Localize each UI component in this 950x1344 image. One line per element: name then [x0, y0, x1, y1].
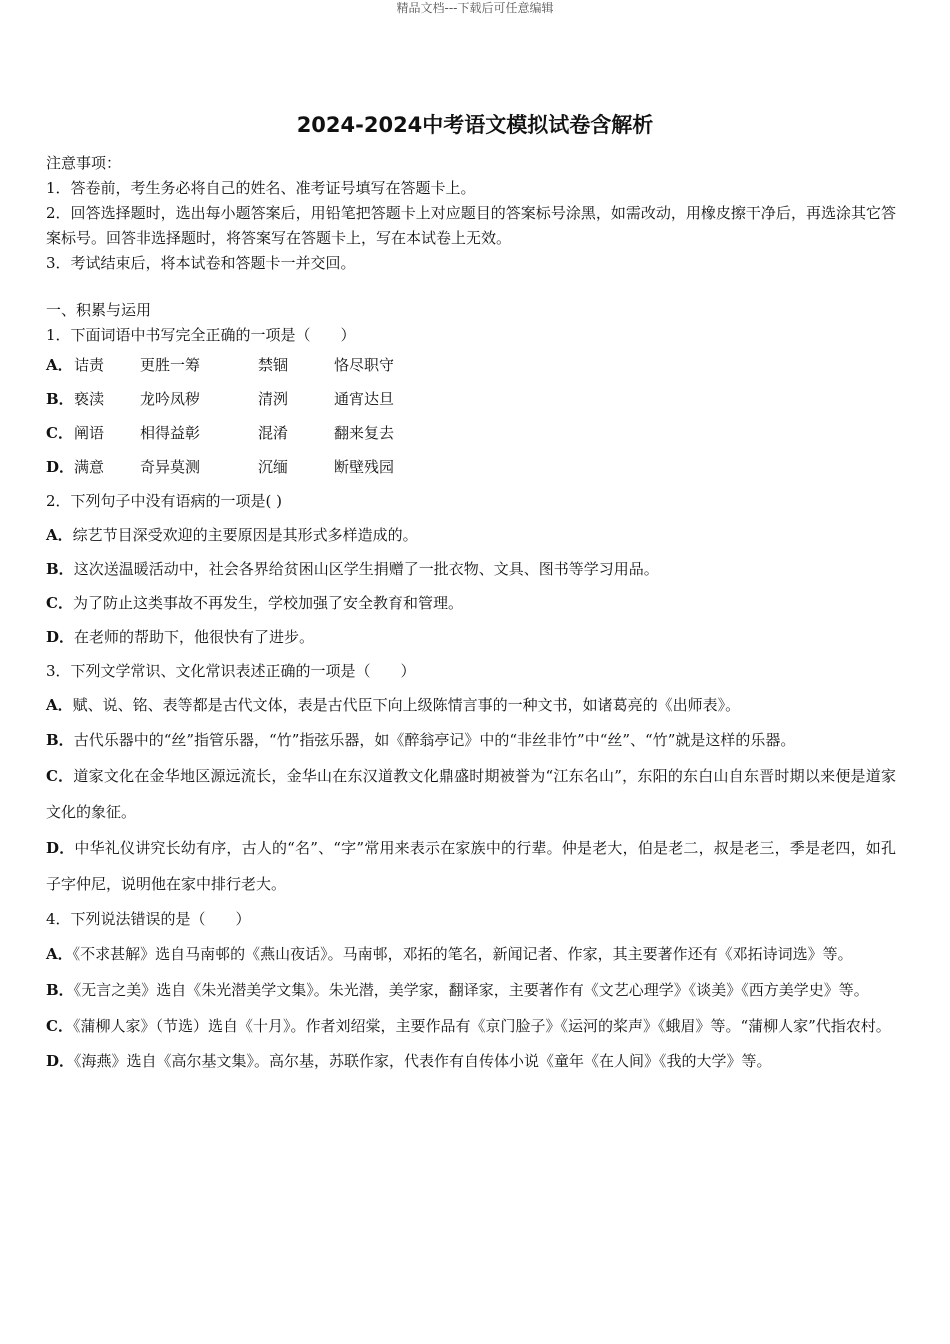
option-text: 中华礼仪讲究长幼有序，古人的“名”、“字”常用来表示在家族中的行辈。仲是老大，伯是老二，叔是老三，季是老四，如孔子字仲尼，说明他在家中排行老大。	[46, 839, 896, 893]
option-letter: B．	[46, 981, 74, 999]
option-text: 在老师的帮助下，他很快有了进步。	[74, 628, 315, 646]
notice-block	[46, 151, 896, 276]
option-text: 综艺节目深受欢迎的主要原因是其形式多样造成的。	[72, 526, 418, 544]
notice-item-3: 3．考试结束后，将本试卷和答题卡一并交回。	[46, 254, 356, 272]
question-2-option-c	[46, 586, 896, 620]
option-text: 道家文化在金华地区源远流长，金华山在东汉道教文化鼎盛时期被誉为“江东名山”，东阳的东白山自东晋时期以来便是道家文化的象征。	[46, 767, 896, 821]
option-letter: A．	[46, 945, 73, 963]
option-word: 沉缅	[258, 458, 289, 476]
option-letter: A．	[46, 356, 73, 374]
question-4-option-c	[46, 1008, 896, 1044]
question-3-stem: 3．下列文学常识、文化常识表述正确的一项是（ ）	[46, 662, 416, 680]
option-letter: C．	[46, 767, 74, 785]
option-word: 禁锢	[258, 356, 289, 374]
option-letter: D．	[46, 1052, 75, 1070]
header-watermark: 精品文档---下载后可任意编辑	[396, 1, 554, 15]
option-word: 相得益彰	[140, 424, 201, 442]
option-letter: B．	[46, 731, 74, 749]
option-letter: D．	[46, 628, 75, 646]
question-4-option-a	[46, 936, 896, 972]
question-1-option-d	[46, 450, 896, 484]
option-letter: B．	[46, 390, 74, 408]
notice-item-2: 2．回答选择题时，选出每小题答案后，用铅笔把答题卡上对应题目的答案标号涂黑，如需改动，用橡皮擦干净后，再选涂其它答案标号。回答非选择题时，将答案写在答题卡上，写在本试卷上无效。	[46, 204, 896, 247]
question-2-option-a	[46, 518, 896, 552]
option-text: 《海燕》选自《高尔基文集》。高尔基，苏联作家，代表作有自传体小说《童年《在人间》《我的大学》等。	[74, 1052, 772, 1070]
option-word: 清洌	[258, 390, 289, 408]
question-1-option-b	[46, 382, 896, 416]
option-letter: C．	[46, 424, 73, 442]
option-letter: D．	[46, 839, 75, 857]
option-word: 龙吟凤秽	[140, 390, 201, 408]
option-text: 《不求甚解》选自马南邨的《燕山夜话》。马南邨，邓拓的笔名，新闻记者、作家，其主要著作还有《邓拓诗词选》等。	[72, 945, 853, 963]
question-3-option-a	[46, 688, 896, 722]
option-word: 满意	[74, 458, 105, 476]
page-title: 2024-2024中考语文模拟试卷含解析	[296, 113, 654, 137]
question-2-option-b	[46, 552, 896, 586]
question-2-stem: 2．下列句子中没有语病的一项是( )	[46, 492, 283, 510]
notice-heading: 注意事项：	[46, 154, 122, 172]
question-3-option-d	[46, 830, 896, 902]
option-text: 为了防止这类事故不再发生，学校加强了安全教育和管理。	[72, 594, 463, 612]
option-word: 奇异莫测	[140, 458, 201, 476]
question-4-option-d	[46, 1044, 896, 1078]
option-word: 通宵达旦	[334, 390, 395, 408]
option-letter: A．	[46, 696, 73, 714]
notice-item-1: 1．答卷前，考生务必将自己的姓名、准考证号填写在答题卡上。	[46, 179, 476, 197]
question-1-stem: 1．下面词语中书写完全正确的一项是（ ）	[46, 326, 356, 344]
option-word: 亵渎	[74, 390, 105, 408]
option-letter: D．	[46, 458, 75, 476]
question-4-stem: 4．下列说法错误的是（ ）	[46, 910, 251, 928]
option-letter: A．	[46, 526, 73, 544]
section-title: 一、积累与运用	[46, 301, 152, 319]
option-text: 《蒲柳人家》（节选）选自《十月》。作者刘绍棠，主要作品有《京门脸子》《运河的桨声》《蛾眉》等。“蒲柳人家”代指农村。	[72, 1017, 891, 1035]
option-letter: C．	[46, 594, 73, 612]
question-3-option-c	[46, 758, 896, 830]
question-4-option-b	[46, 972, 896, 1008]
option-word: 更胜一筹	[140, 356, 201, 374]
option-word: 阐语	[74, 424, 105, 442]
option-text: 《无言之美》选自《朱光潜美学文集》。朱光潜，美学家，翻译家，主要著作有《文艺心理学》《谈美》《西方美学史》等。	[73, 981, 869, 999]
option-text: 这次送温暖活动中，社会各界给贫困山区学生捐赠了一批衣物、文具、图书等学习用品。	[73, 560, 659, 578]
option-letter: B．	[46, 560, 74, 578]
question-2-option-d	[46, 620, 896, 654]
option-text: 赋、说、铭、表等都是古代文体，表是古代臣下向上级陈情言事的一种文书，如诸葛亮的《出师表》。	[72, 696, 741, 714]
option-word: 混淆	[258, 424, 289, 442]
option-word: 诘责	[74, 356, 105, 374]
option-letter: C．	[46, 1017, 73, 1035]
option-word: 翻来复去	[334, 424, 395, 442]
questions-block	[46, 298, 896, 1078]
option-text: 古代乐器中的“丝”指管乐器，“竹”指弦乐器，如《醉翁亭记》中的“非丝非竹”中“丝”、“竹”就是这样的乐器。	[73, 731, 796, 749]
question-3-option-b	[46, 722, 896, 758]
option-word: 断壁残园	[334, 458, 395, 476]
question-1-option-a	[46, 348, 896, 382]
question-1-option-c	[46, 416, 896, 450]
option-word: 恪尽职守	[334, 356, 395, 374]
